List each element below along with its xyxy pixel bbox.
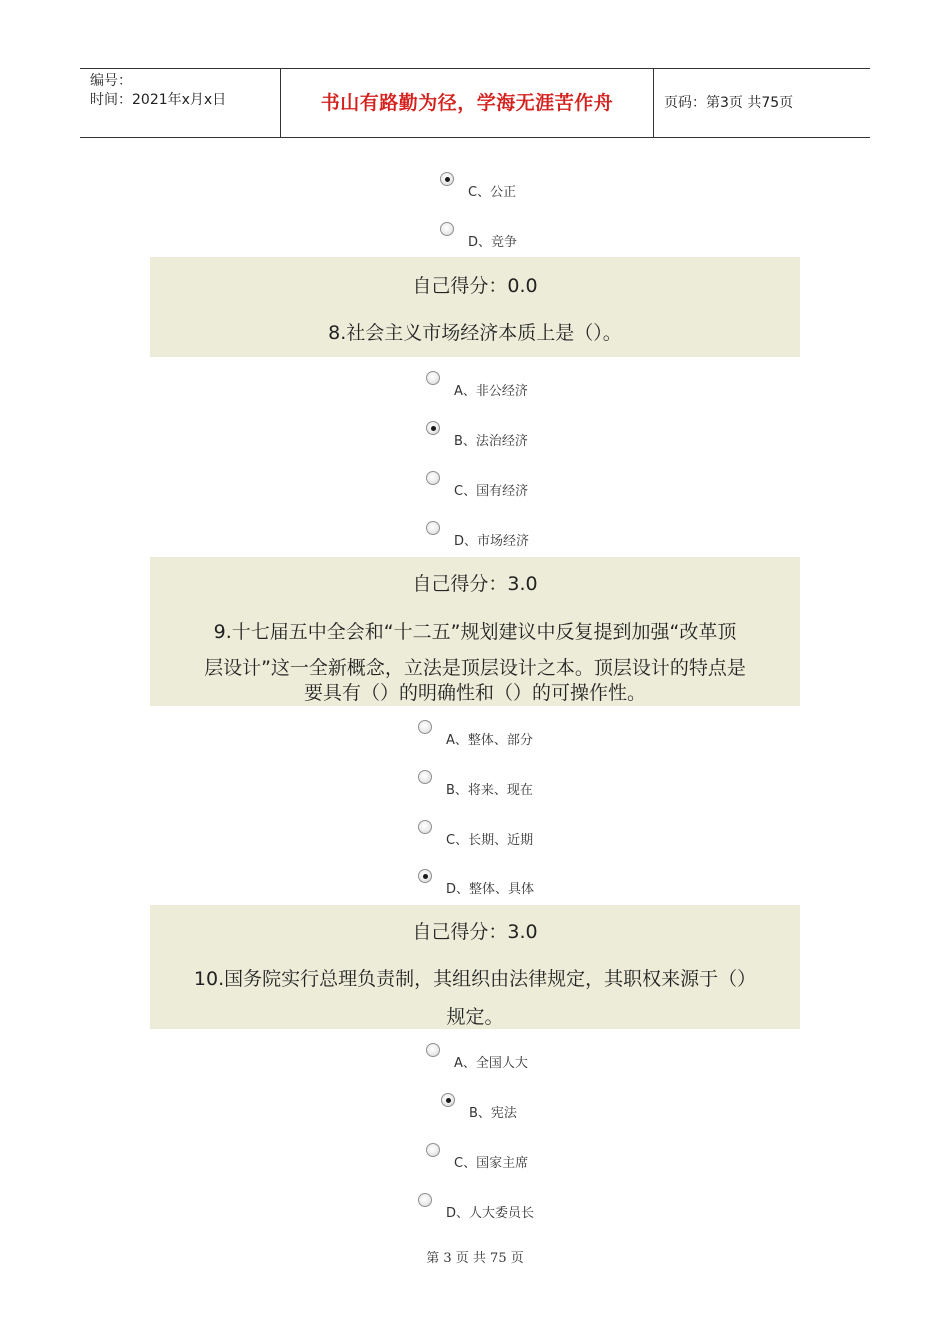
option-text: D、市场经济	[454, 534, 530, 549]
question-line: 8.社会主义市场经济本质上是（）。	[328, 322, 622, 344]
question-block	[150, 905, 800, 1029]
radio-icon[interactable]	[440, 222, 454, 236]
question-line: 层设计”这一全新概念，立法是顶层设计之本。顶层设计的特点是	[204, 657, 746, 679]
score-label: 自己得分：3.0	[412, 921, 538, 943]
option-text: C、国有经济	[454, 484, 529, 499]
option-text: D、人大委员长	[446, 1206, 535, 1221]
radio-icon[interactable]	[418, 720, 432, 734]
radio-icon[interactable]	[418, 1193, 432, 1207]
question-block	[150, 557, 800, 706]
question-line: 要具有（）的明确性和（）的可操作性。	[303, 682, 646, 704]
radio-icon[interactable]	[426, 521, 440, 535]
option-text: D、竞争	[468, 235, 518, 250]
radio-selected-icon[interactable]	[441, 1093, 455, 1107]
option-text: B、宪法	[469, 1106, 517, 1121]
time-label: 时间：2021年x月x日	[90, 92, 227, 108]
radio-selected-icon[interactable]	[426, 421, 440, 435]
option-text: B、将来、现在	[446, 783, 533, 798]
radio-selected-icon[interactable]	[418, 869, 432, 883]
header-page-label: 页码：第3页 共75页	[664, 95, 794, 111]
radio-icon[interactable]	[426, 371, 440, 385]
option-text: B、法治经济	[454, 434, 528, 449]
option-text: D、整体、具体	[446, 882, 535, 897]
radio-icon[interactable]	[426, 1043, 440, 1057]
number-label: 编号：	[90, 73, 132, 89]
option-text: A、整体、部分	[446, 733, 533, 748]
radio-icon[interactable]	[418, 770, 432, 784]
page-header	[80, 68, 870, 138]
page-footer: 第 3 页 共 75 页	[426, 1251, 524, 1266]
option-text: C、长期、近期	[446, 833, 534, 848]
option-text: C、公正	[468, 185, 517, 200]
score-label: 自己得分：0.0	[412, 275, 538, 297]
question-line: 规定。	[446, 1006, 504, 1028]
radio-icon[interactable]	[426, 1143, 440, 1157]
option-text: A、非公经济	[454, 384, 528, 399]
radio-icon[interactable]	[426, 471, 440, 485]
header-meta-cell	[80, 69, 281, 137]
radio-selected-icon[interactable]	[440, 172, 454, 186]
option-text: C、国家主席	[454, 1156, 529, 1171]
question-block	[150, 257, 800, 357]
header-motto: 书山有路勤为径，学海无涯苦作舟	[281, 69, 654, 137]
question-line: 10.国务院实行总理负责制，其组织由法律规定，其职权来源于（）	[193, 968, 757, 990]
radio-icon[interactable]	[418, 820, 432, 834]
option-text: A、全国人大	[454, 1056, 528, 1071]
score-label: 自己得分：3.0	[412, 573, 538, 595]
question-line: 9.十七届五中全会和“十二五”规划建议中反复提到加强“改革顶	[213, 621, 737, 643]
